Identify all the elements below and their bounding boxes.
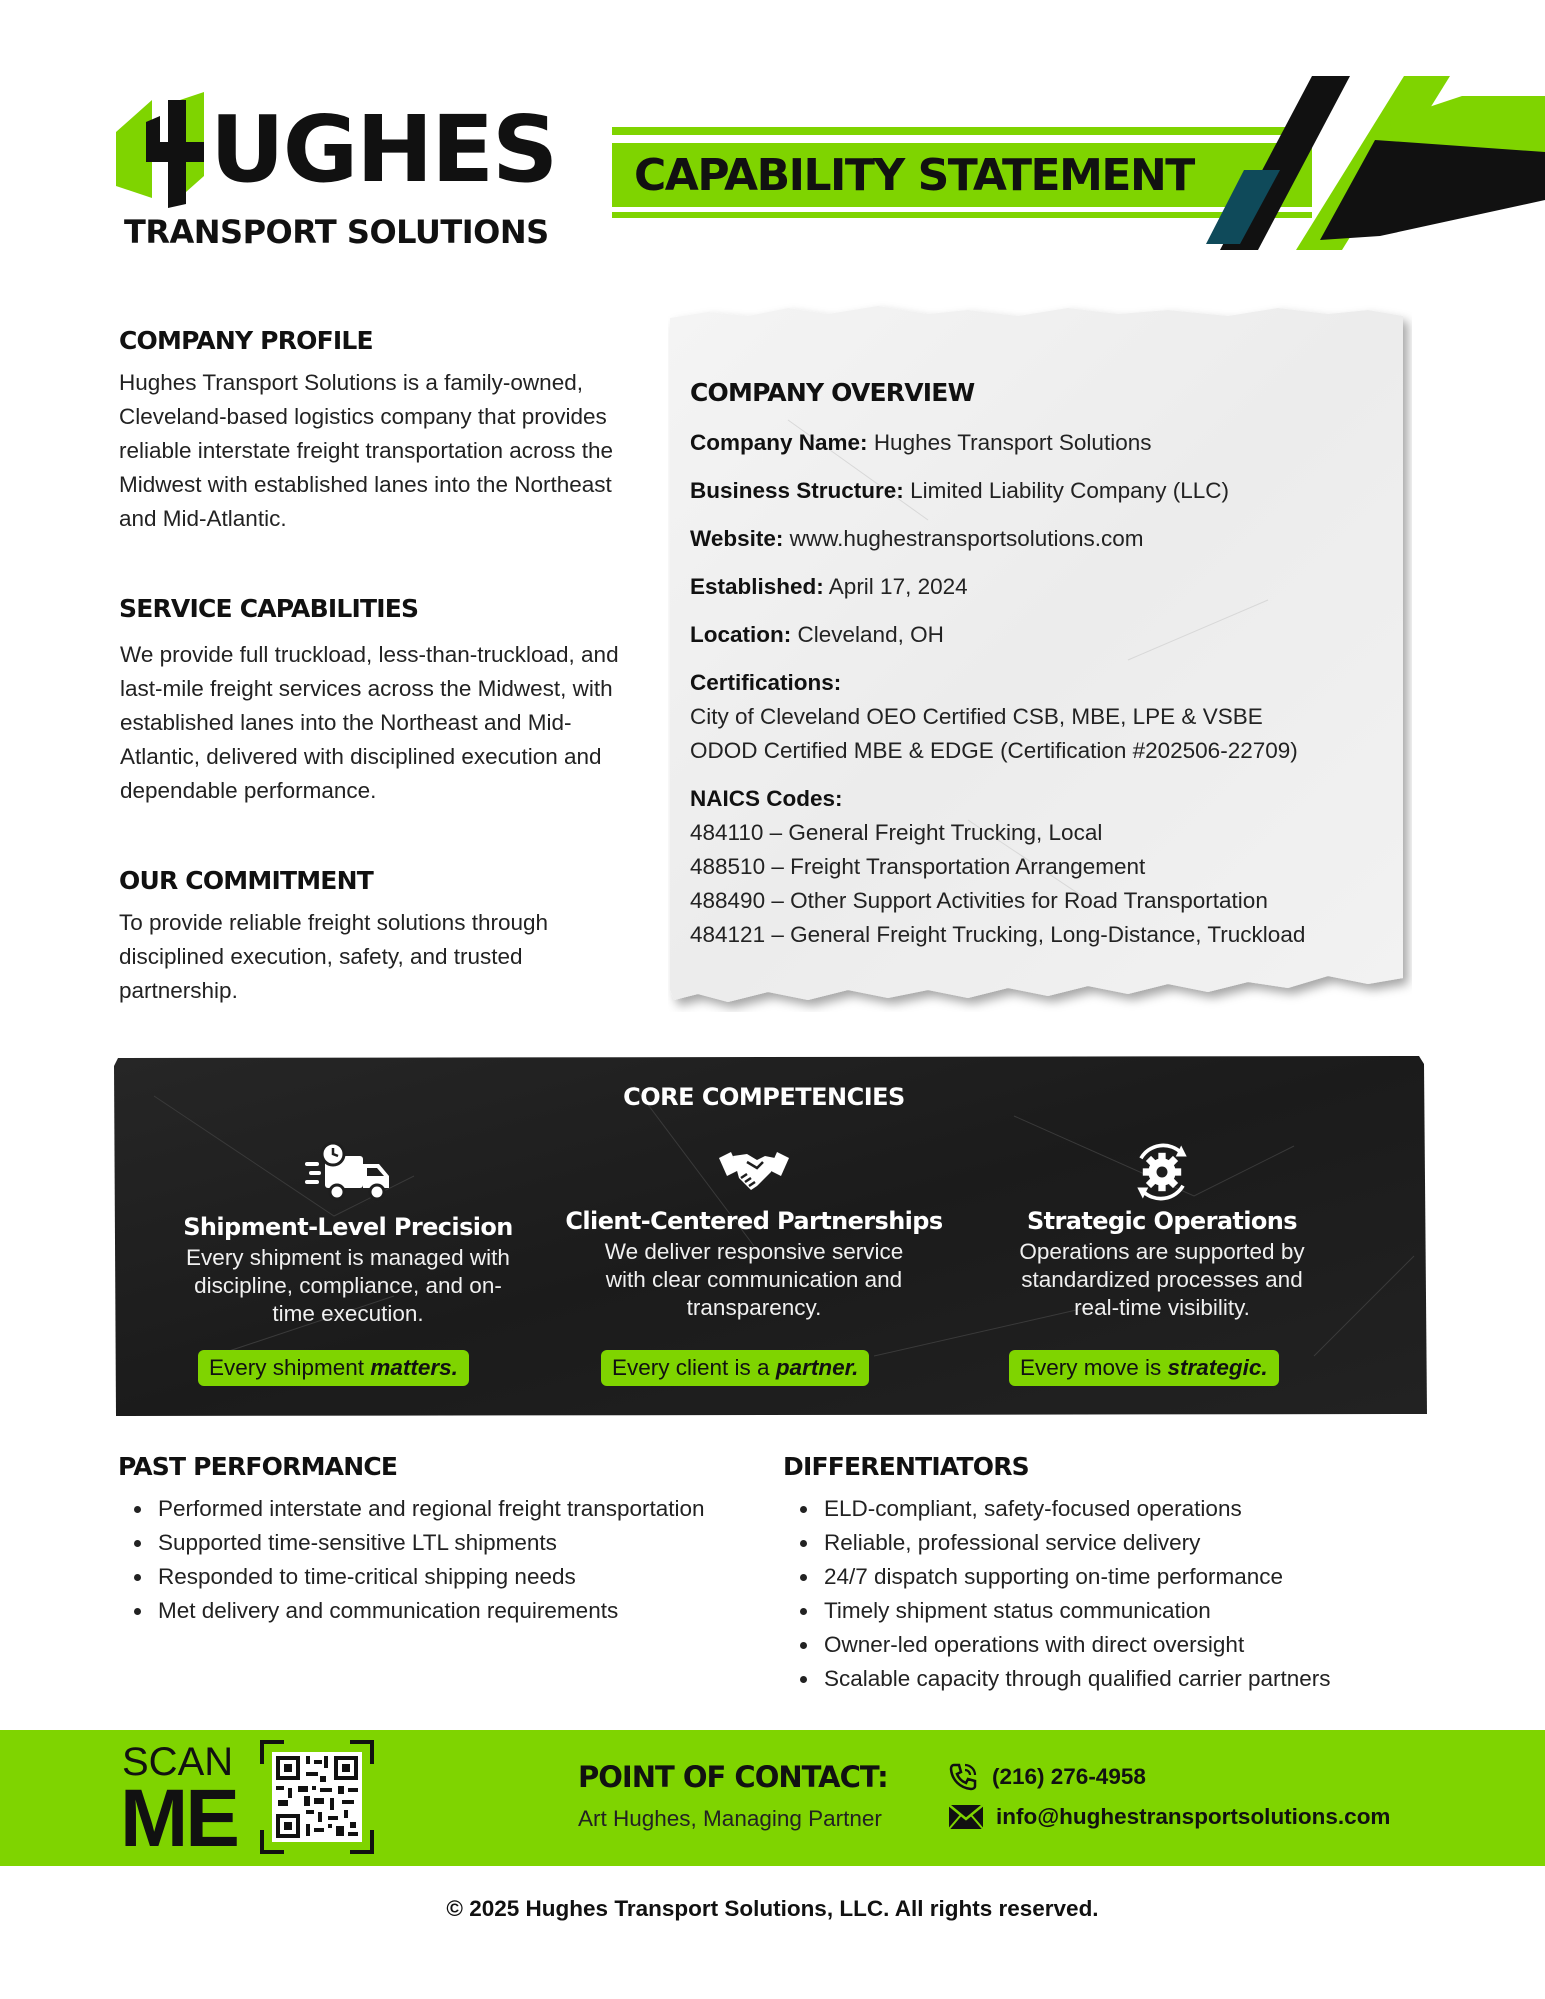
point-of-contact-heading: POINT OF CONTACT: [578,1760,888,1794]
competency-title: Shipment-Level Precision [183,1213,513,1241]
competency-description: Operations are supported by standardized processes and real-time visibility. [1019,1239,1305,1320]
company-overview-heading: COMPANY OVERVIEW [690,378,975,407]
gear-cycle-icon [1127,1140,1197,1204]
company-profile-heading: COMPANY PROFILE [119,326,373,355]
company-name-row: Company Name: Hughes Transport Solutions [690,430,1152,455]
certifications-block: Certifications: City of Cleveland OEO Certified CSB, MBE, LPE & VSBE ODOD Certified MBE & EDGE (Certification #202506-22709) [690,666,1390,768]
certification-line: ODOD Certified MBE & EDGE (Certification #202506-22709) [690,738,1298,763]
past-performance-list [118,1492,718,1628]
page-title: CAPABILITY STATEMENT [634,150,1194,201]
competency-tagline: Every move is strategic. [1009,1350,1279,1386]
list-item: Supported time-sensitive LTL shipments [118,1526,718,1560]
our-commitment-heading: OUR COMMITMENT [119,866,373,895]
competency-description: We deliver responsive service with clear communication and transparency. [604,1239,904,1320]
list-item: 24/7 dispatch supporting on-time performance [784,1560,1484,1594]
scan-label: SCAN [122,1740,234,1784]
competency-tagline: Every shipment matters. [198,1350,469,1386]
list-item: Timely shipment status communication [784,1594,1484,1628]
website-link[interactable]: www.hughestransportsolutions.com [789,526,1144,551]
business-structure-row: Business Structure: Limited Liability Company (LLC) [690,478,1229,503]
certification-line: City of Cleveland OEO Certified CSB, MBE, LPE & VSBE [690,704,1263,729]
competency-card [158,1140,538,1328]
list-item: Performed interstate and regional freight transportation [118,1492,718,1526]
email-address: info@hughestransportsolutions.com [996,1804,1391,1829]
website-row: Website: www.hughestransportsolutions.com [690,526,1144,551]
competency-card [972,1140,1352,1322]
logo-wordmark: UGHES [210,96,557,203]
phone-icon [948,1762,978,1792]
past-performance-heading: PAST PERFORMANCE [118,1452,398,1481]
naics-code-line: 484121 – General Freight Trucking, Long-Distance, Truckload [690,922,1306,947]
competency-description: Every shipment is managed with discipline, compliance, and on-time execution. [186,1245,510,1326]
differentiators-heading: DIFFERENTIATORS [783,1452,1029,1481]
list-item: Reliable, professional service delivery [784,1526,1484,1560]
phone-number: (216) 276-4958 [992,1764,1146,1789]
company-profile-text: Hughes Transport Solutions is a family-owned, Cleveland-based logistics company that provides reliable interstate freight transportation across the Midwest with established lanes into the Northeast and Mid-Atlantic. [119,370,614,531]
contact-name: Art Hughes, Managing Partner [578,1806,882,1831]
list-item: Responded to time-critical shipping needs [118,1560,718,1594]
location-row: Location: Cleveland, OH [690,622,944,647]
naics-block: NAICS Codes: 484110 – General Freight Trucking, Local 488510 – Freight Transportation Arrangement 488490 – Other Support Activities for Road Transportation 484121 – General Freight Trucking, Long-Distance, Truckload [690,782,1390,952]
list-item: Scalable capacity through qualified carrier partners [784,1662,1484,1696]
competency-title: Strategic Operations [1027,1207,1297,1235]
our-commitment-text: To provide reliable freight solutions through disciplined execution, safety, and trusted partnership. [119,910,549,1003]
handshake-icon [717,1140,791,1204]
delivery-truck-icon [303,1140,393,1204]
contact-phone[interactable] [948,1762,1146,1792]
service-capabilities-text: We provide full truckload, less-than-truckload, and last-mile freight services across the Midwest, with established lanes into the Northeast and Mid-Atlantic, delivered with disciplined execution and dependable performance. [120,642,619,803]
naics-code-line: 484110 – General Freight Trucking, Local [690,820,1103,845]
qr-code[interactable] [258,1738,376,1856]
company-overview [690,378,1390,966]
contact-email[interactable] [948,1804,1390,1830]
mail-icon [948,1804,984,1830]
core-competencies-heading: CORE COMPETENCIES [623,1083,905,1111]
me-label: ME [120,1773,237,1864]
decorative-diagonal-stripes [1200,60,1545,260]
competency-tagline: Every client is a partner. [601,1350,869,1386]
competency-card [564,1140,944,1322]
differentiators-list [784,1492,1484,1696]
list-item: Met delivery and communication requirements [118,1594,718,1628]
naics-code-line: 488490 – Other Support Activities for Road Transportation [690,888,1268,913]
logo-subtitle: TRANSPORT SOLUTIONS [124,213,549,251]
logo-h-mark [116,92,204,208]
competency-title: Client-Centered Partnerships [565,1207,943,1235]
service-capabilities-heading: SERVICE CAPABILITIES [119,594,419,623]
naics-code-line: 488510 – Freight Transportation Arrangement [690,854,1146,879]
list-item: Owner-led operations with direct oversight [784,1628,1484,1662]
list-item: ELD-compliant, safety-focused operations [784,1492,1484,1526]
established-row: Established: April 17, 2024 [690,574,968,599]
copyright-footer: © 2025 Hughes Transport Solutions, LLC. All rights reserved. [446,1896,1099,1921]
